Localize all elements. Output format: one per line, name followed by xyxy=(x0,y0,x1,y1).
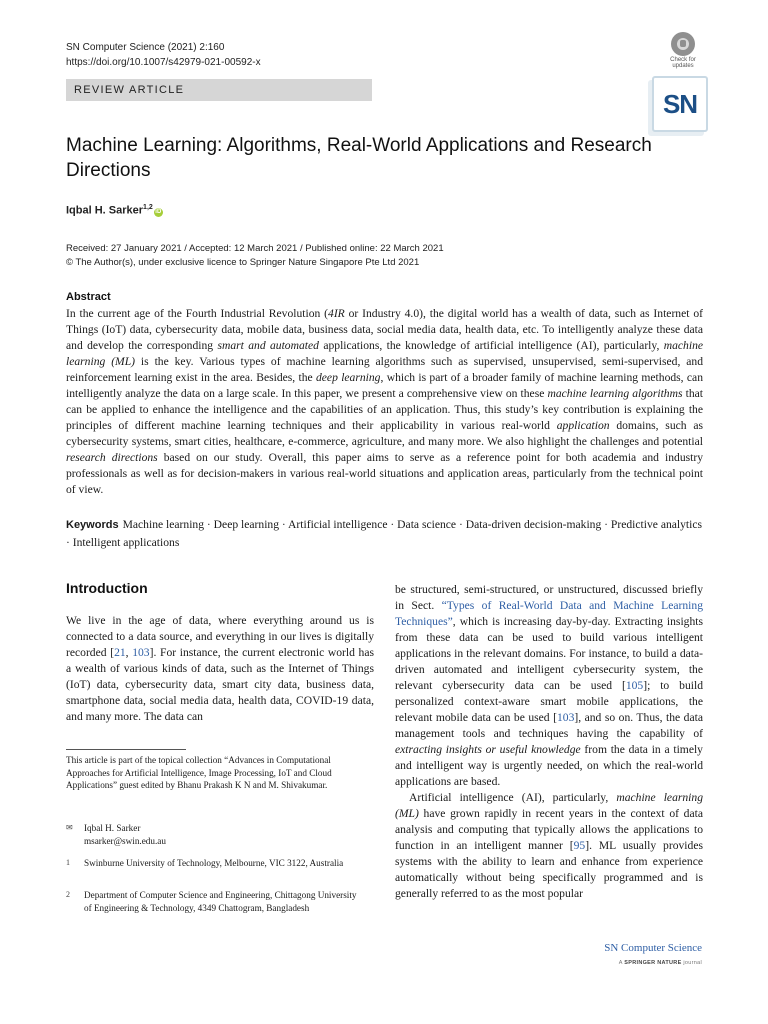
reference-link[interactable]: 105 xyxy=(625,679,644,692)
affiliation-1 xyxy=(66,857,366,870)
check-updates-label: Check for updates xyxy=(670,57,696,69)
journal-logo-text: SN xyxy=(662,89,698,119)
article-type-banner xyxy=(66,79,372,101)
article-type-label: REVIEW ARTICLE xyxy=(74,84,185,96)
affiliation-mark: 1 xyxy=(66,858,70,867)
received-accepted-published: Received: 27 January 2021 / Accepted: 12 March 2021 / Published online: 22 March 2021 xyxy=(66,243,444,254)
introduction-left-column: We live in the age of data, where everything around us is connected to a data source, and everything in our lives is digitally recorded [21, 103]. For instance, the current electronic world has a wealth of various kinds of data, such as the Internet of Things (IoT) data, cybersecurity data, smart city data, business data, smartphone data, social media data, health data, COVID-19 data, and many more. The data can xyxy=(66,614,375,723)
reference-link[interactable]: 21 xyxy=(114,646,126,659)
affiliation-text: Department of Computer Science and Engineering, Chittagong University of Engineering & Technology, 4349 Chattogram, Bangladesh xyxy=(84,890,357,913)
author-line xyxy=(66,204,163,217)
footnote-divider xyxy=(66,749,186,750)
paragraph: be structured, semi-structured, or unstructured, discussed briefly in Sect. “Types of Real-World Data and Machine Learning Techniques”, which is increasing day-by-day. Extracting insights from these data can be used to build various intelligent applications in the relevant domains. For instance, to build a data-driven automated and intelligent cybersecurity system, the relevant cybersecurity data can be used [105]; to build personalized context-aware smart mobile applications, the relevant mobile data can be used [103], and so on. Thus, the data management tools and techniques having the capability of extracting insights or useful knowledge from the data in a timely and intelligent way is urgently needed, on which the real-world applications are based. xyxy=(395,583,703,788)
affiliation-text: Swinburne University of Technology, Melbourne, VIC 3122, Australia xyxy=(84,858,344,868)
paragraph: Artificial intelligence (AI), particularly, machine learning (ML) have grown rapidly in recent years in the context of data analysis and computing that typically allows the applications to function in an intelligent manner [95]. ML usually provides systems with the ability to learn and enhance from experience automatically without being specifically programmed and is generally referred to as the most popular xyxy=(395,791,703,900)
doi-link[interactable]: https://doi.org/10.1007/s42979-021-00592-x xyxy=(66,57,261,68)
journal-citation: SN Computer Science (2021) 2:160 xyxy=(66,42,225,53)
journal-logo xyxy=(652,76,708,132)
reference-link[interactable]: 103 xyxy=(556,711,575,724)
springer-nature-wordmark: SPRINGER NATURE xyxy=(624,960,682,966)
author-name[interactable]: Iqbal H. Sarker xyxy=(66,204,144,217)
topical-collection-note: This article is part of the topical collection “Advances in Computational Approaches for Artificial Intelligence, Image Processing, IoT and Cloud Applications” guest edited by Bhanu Prakash K N and M. Shivakumar. xyxy=(66,755,332,790)
publication-dates xyxy=(66,242,444,270)
copyright-line: © The Author(s), under exclusive licence to Springer Nature Singapore Pte Ltd 2021 xyxy=(66,257,420,268)
footer-journal-name: SN Computer Science xyxy=(604,942,702,954)
author-affiliation-marks: 1,2 xyxy=(143,204,153,211)
orcid-icon[interactable]: iD xyxy=(155,208,162,215)
corresponding-author-email[interactable]: msarker@swin.edu.au xyxy=(84,835,166,846)
reference-link[interactable]: 103 xyxy=(132,646,150,659)
check-for-updates-badge[interactable] xyxy=(664,32,702,70)
affiliation-mark: 2 xyxy=(66,890,70,899)
keywords xyxy=(66,516,703,551)
abstract-heading: Abstract xyxy=(66,291,111,303)
envelope-icon: ✉ xyxy=(66,823,73,832)
introduction-right-column xyxy=(395,582,703,902)
abstract-body: In the current age of the Fourth Industrial Revolution (4IR or Industry 4.0), the digital world has a wealth of data, such as Internet of Things (IoT) data, cybersecurity data, mobile data, business data, social media data, health data, etc. To intelligently analyze these data and develop the corresponding smart and automated applications, the knowledge of artificial intelligence (AI), particularly, machine learning (ML) is the key. Various types of machine learning algorithms such as supervised, unsupervised, semi-supervised, and reinforcement learning exist in the area. Besides, the deep learning, which is part of a broader family of machine learning methods, can intelligently analyze the data on a large scale. In this paper, we present a comprehensive view on these machine learning algorithms that can be applied to enhance the intelligence and the capabilities of an application. Thus, this study’s key contribution is explaining the principles of different machine learning techniques and their applicability in various real-world application domains, such as cybersecurity systems, smart cities, healthcare, e-commerce, agriculture, and many more. We also highlight the challenges and potential research directions based on our study. Overall, this paper aims to serve as a reference point for both academia and industry professionals as well as for decision-makers in various real-world situations and application areas, particularly from the technical point of view. xyxy=(66,307,704,496)
affiliation-2 xyxy=(66,889,366,914)
footer-publisher: A SPRINGER NATURE journal xyxy=(618,960,702,966)
keywords-label: Keywords xyxy=(66,519,119,531)
corresponding-author xyxy=(66,822,366,847)
reference-link[interactable]: 95 xyxy=(573,839,586,852)
introduction-heading: Introduction xyxy=(66,580,148,596)
paper-title: Machine Learning: Algorithms, Real-World Applications and Research Directions xyxy=(66,135,652,181)
keywords-list: Machine learning · Deep learning · Artificial intelligence · Data science · Data-driven decision-making · Predictive analytics · Intelligent applications xyxy=(66,518,703,549)
journal-header xyxy=(66,40,261,70)
section-link[interactable]: “Types of Real-World Data and Machine Learning Techniques” xyxy=(395,599,703,628)
corresponding-author-name: Iqbal H. Sarker xyxy=(84,823,141,833)
check-updates-icon xyxy=(671,32,695,56)
